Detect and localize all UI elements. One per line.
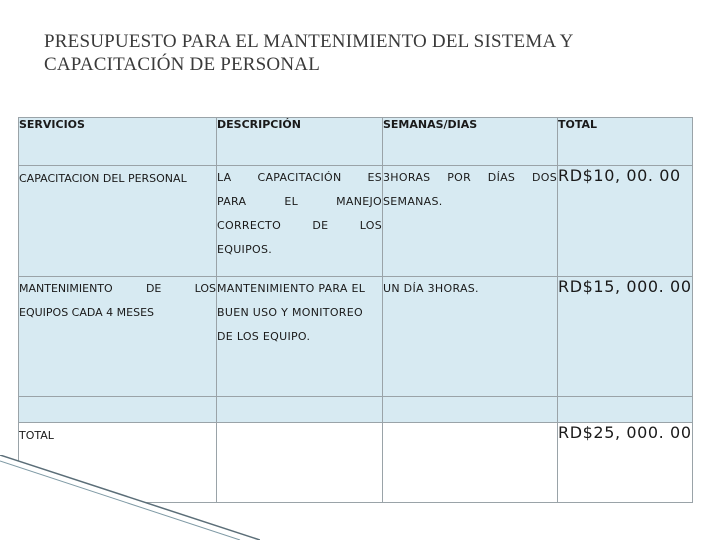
- total-cell: RD$10, 00. 00: [558, 166, 693, 277]
- total-cell: RD$15, 000. 00: [558, 277, 693, 397]
- table-spacer-row: [19, 397, 693, 423]
- descripcion-line: EQUIPOS.: [217, 243, 273, 256]
- descripcion-cell: [217, 277, 383, 397]
- servicio-cell: [19, 277, 217, 397]
- title-line-1: PRESUPUESTO PARA EL MANTENIMIENTO DEL SISTEMA Y: [44, 31, 574, 52]
- servicio-cell: CAPACITACION DEL PERSONAL: [19, 166, 217, 277]
- footer-total-label: TOTAL: [19, 423, 217, 503]
- descripcion-line: BUEN USO Y MONITOREO: [217, 306, 363, 319]
- descripcion-line: PARA EL MANEJO: [217, 195, 382, 208]
- page-title: [44, 30, 684, 76]
- title-line-2: CAPACITACIÓN DE PERSONAL: [44, 54, 320, 75]
- header-servicios: SERVICIOS: [19, 118, 217, 166]
- descripcion-line: LA CAPACITACIÓN ES: [217, 171, 382, 184]
- table-row: [19, 277, 693, 397]
- servicio-line: EQUIPOS CADA 4 MESES: [19, 306, 155, 319]
- descripcion-line: DE LOS EQUIPO.: [217, 330, 311, 343]
- descripcion-cell: [217, 166, 383, 277]
- semanas-line: UN DÍA 3HORAS.: [383, 282, 479, 295]
- header-total: TOTAL: [558, 118, 693, 166]
- decorative-wedge: [0, 455, 260, 540]
- budget-table: [18, 117, 693, 503]
- descripcion-line: CORRECTO DE LOS: [217, 219, 382, 232]
- descripcion-line: MANTENIMIENTO PARA EL: [217, 282, 366, 295]
- table-row: [19, 166, 693, 277]
- header-semanas: SEMANAS/DIAS: [383, 118, 558, 166]
- servicio-line: MANTENIMIENTO DE LOS: [19, 282, 216, 295]
- table-header-row: [19, 118, 693, 166]
- semanas-cell: [383, 166, 558, 277]
- semanas-line: SEMANAS.: [383, 195, 443, 208]
- semanas-cell: [383, 277, 558, 397]
- footer-total-value: RD$25, 000. 00: [558, 423, 693, 503]
- semanas-line: 3HORAS POR DÍAS DOS: [383, 171, 557, 184]
- header-descripcion: DESCRIPCIÓN: [217, 118, 383, 166]
